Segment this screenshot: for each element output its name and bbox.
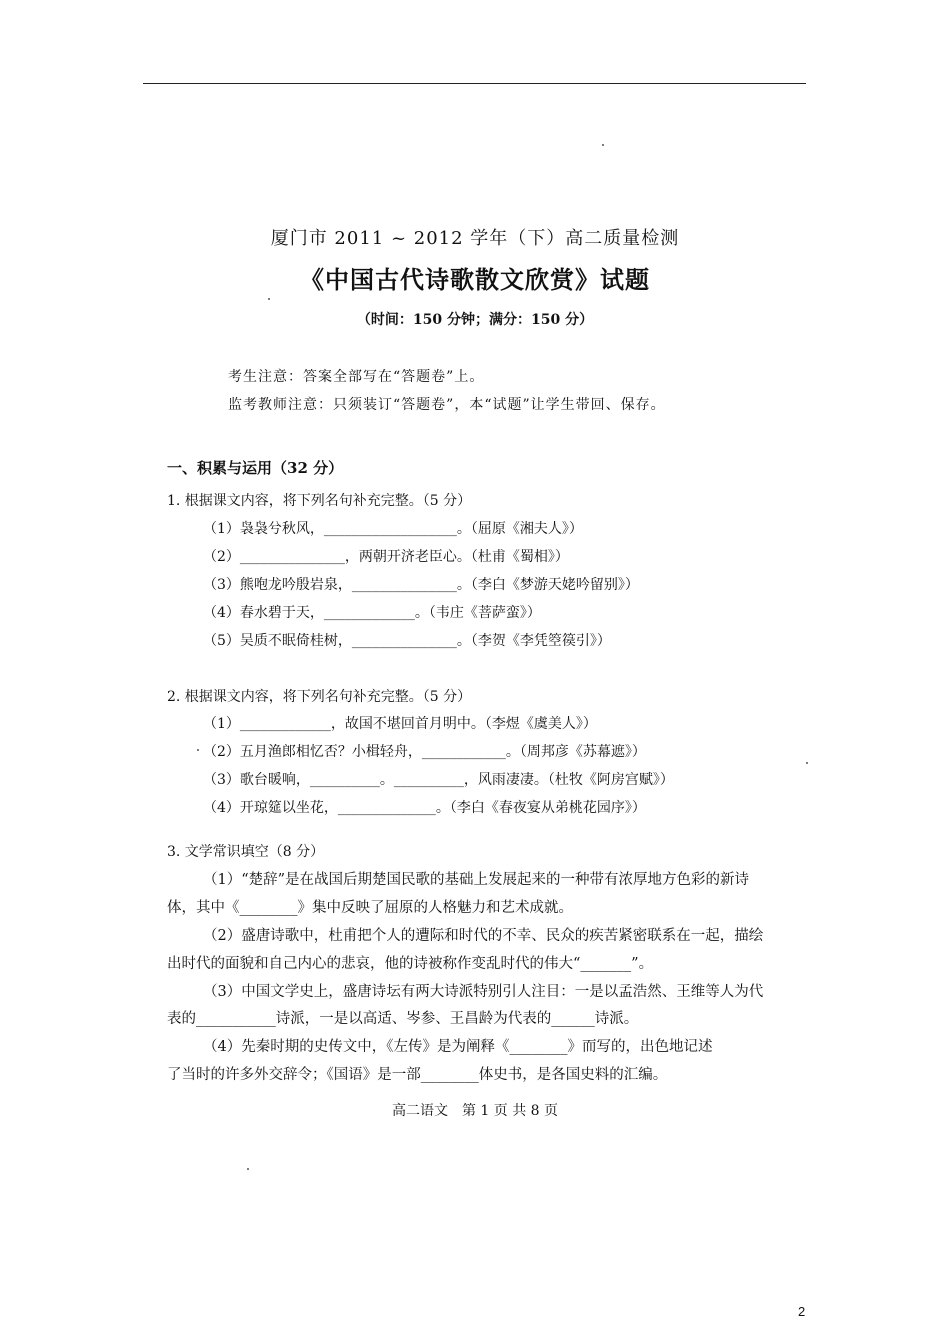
question-3-stem: 3. 文学常识填空（8 分）	[167, 844, 325, 860]
scan-speck	[268, 298, 270, 300]
question-1-stem: 1. 根据课文内容，将下列名句补充完整。（5 分）	[167, 493, 472, 509]
q1-item: （5）吴质不眠倚桂树，_______________。（李贺《李凭箜篌引》）	[203, 633, 611, 649]
exam-title: 《中国古代诗歌散文欣赏》试题	[300, 265, 650, 294]
exam-title-line1: 厦门市 2011 ~ 2012 学年（下）高二质量检测	[270, 228, 680, 249]
q3-line: （4）先秦时期的史传文中，《左传》是为阐释《________》而写的，出色地记述	[203, 1039, 713, 1055]
scan-speck	[602, 144, 604, 146]
q1-item: （1）袅袅兮秋风，___________________。（屈原《湘夫人》）	[203, 521, 583, 537]
q3-line: 出时代的面貌和自己内心的悲哀，他的诗被称作变乱时代的伟大“_______”。	[167, 956, 654, 972]
scan-speck	[806, 762, 808, 764]
q2-item: （4）开琼筵以坐花，______________。（李白《春夜宴从弟桃花园序》）	[203, 800, 646, 816]
top-rule	[143, 83, 806, 84]
q1-item: （3）熊咆龙吟殷岩泉，_______________。（李白《梦游天姥吟留别》）	[203, 577, 639, 593]
q3-line: （3）中国文学史上，盛唐诗坛有两大诗派特别引人注目：一是以孟浩然、王维等人为代	[203, 984, 764, 1000]
q3-line: 了当时的许多外交辞令；《国语》是一部________体史书，是各国史料的汇编。	[167, 1067, 668, 1083]
q3-line: 表的___________诗派，一是以高适、岑参、王昌龄为代表的______诗派。	[167, 1011, 639, 1027]
scan-speck	[197, 749, 199, 751]
page-number: 2	[798, 1304, 806, 1319]
q1-item: （4）春水碧于天，_____________。（韦庄《菩萨蛮》）	[203, 605, 541, 621]
q2-item: （2）五月渔郎相忆否？小楫轻舟，____________。（周邦彦《苏幕遮》）	[203, 744, 646, 760]
q1-item: （2）_______________，两朝开济老臣心。（杜甫《蜀相》）	[203, 549, 569, 565]
q3-line: （1）“楚辞”是在战国后期楚国民歌的基础上发展起来的一种带有浓厚地方色彩的新诗	[203, 872, 750, 888]
student-note: 考生注意：答案全部写在“答题卷”上。	[228, 369, 485, 385]
page-footer: 高二语文 第 1 页 共 8 页	[391, 1103, 559, 1119]
exam-info: （时间：150 分钟；满分：150 分）	[356, 312, 594, 328]
question-2-stem: 2. 根据课文内容，将下列名句补充完整。（5 分）	[167, 689, 472, 705]
q2-item: （3）歌台暖响，__________。__________，风雨凄凄。（杜牧《阿房宫赋》）	[203, 772, 674, 788]
q3-line: 体，其中《________》集中反映了屈原的人格魅力和艺术成就。	[167, 900, 573, 916]
section-title: 一、积累与运用（32 分）	[167, 459, 344, 477]
q2-item: （1）_____________，故国不堪回首月明中。（李煜《虞美人》）	[203, 716, 597, 732]
teacher-note: 监考教师注意：只须装订“答题卷”，本“试题”让学生带回、保存。	[228, 397, 666, 413]
scan-speck	[247, 1168, 249, 1170]
q3-line: （2）盛唐诗歌中，杜甫把个人的遭际和时代的不幸、民众的疾苦紧密联系在一起，描绘	[203, 928, 764, 944]
